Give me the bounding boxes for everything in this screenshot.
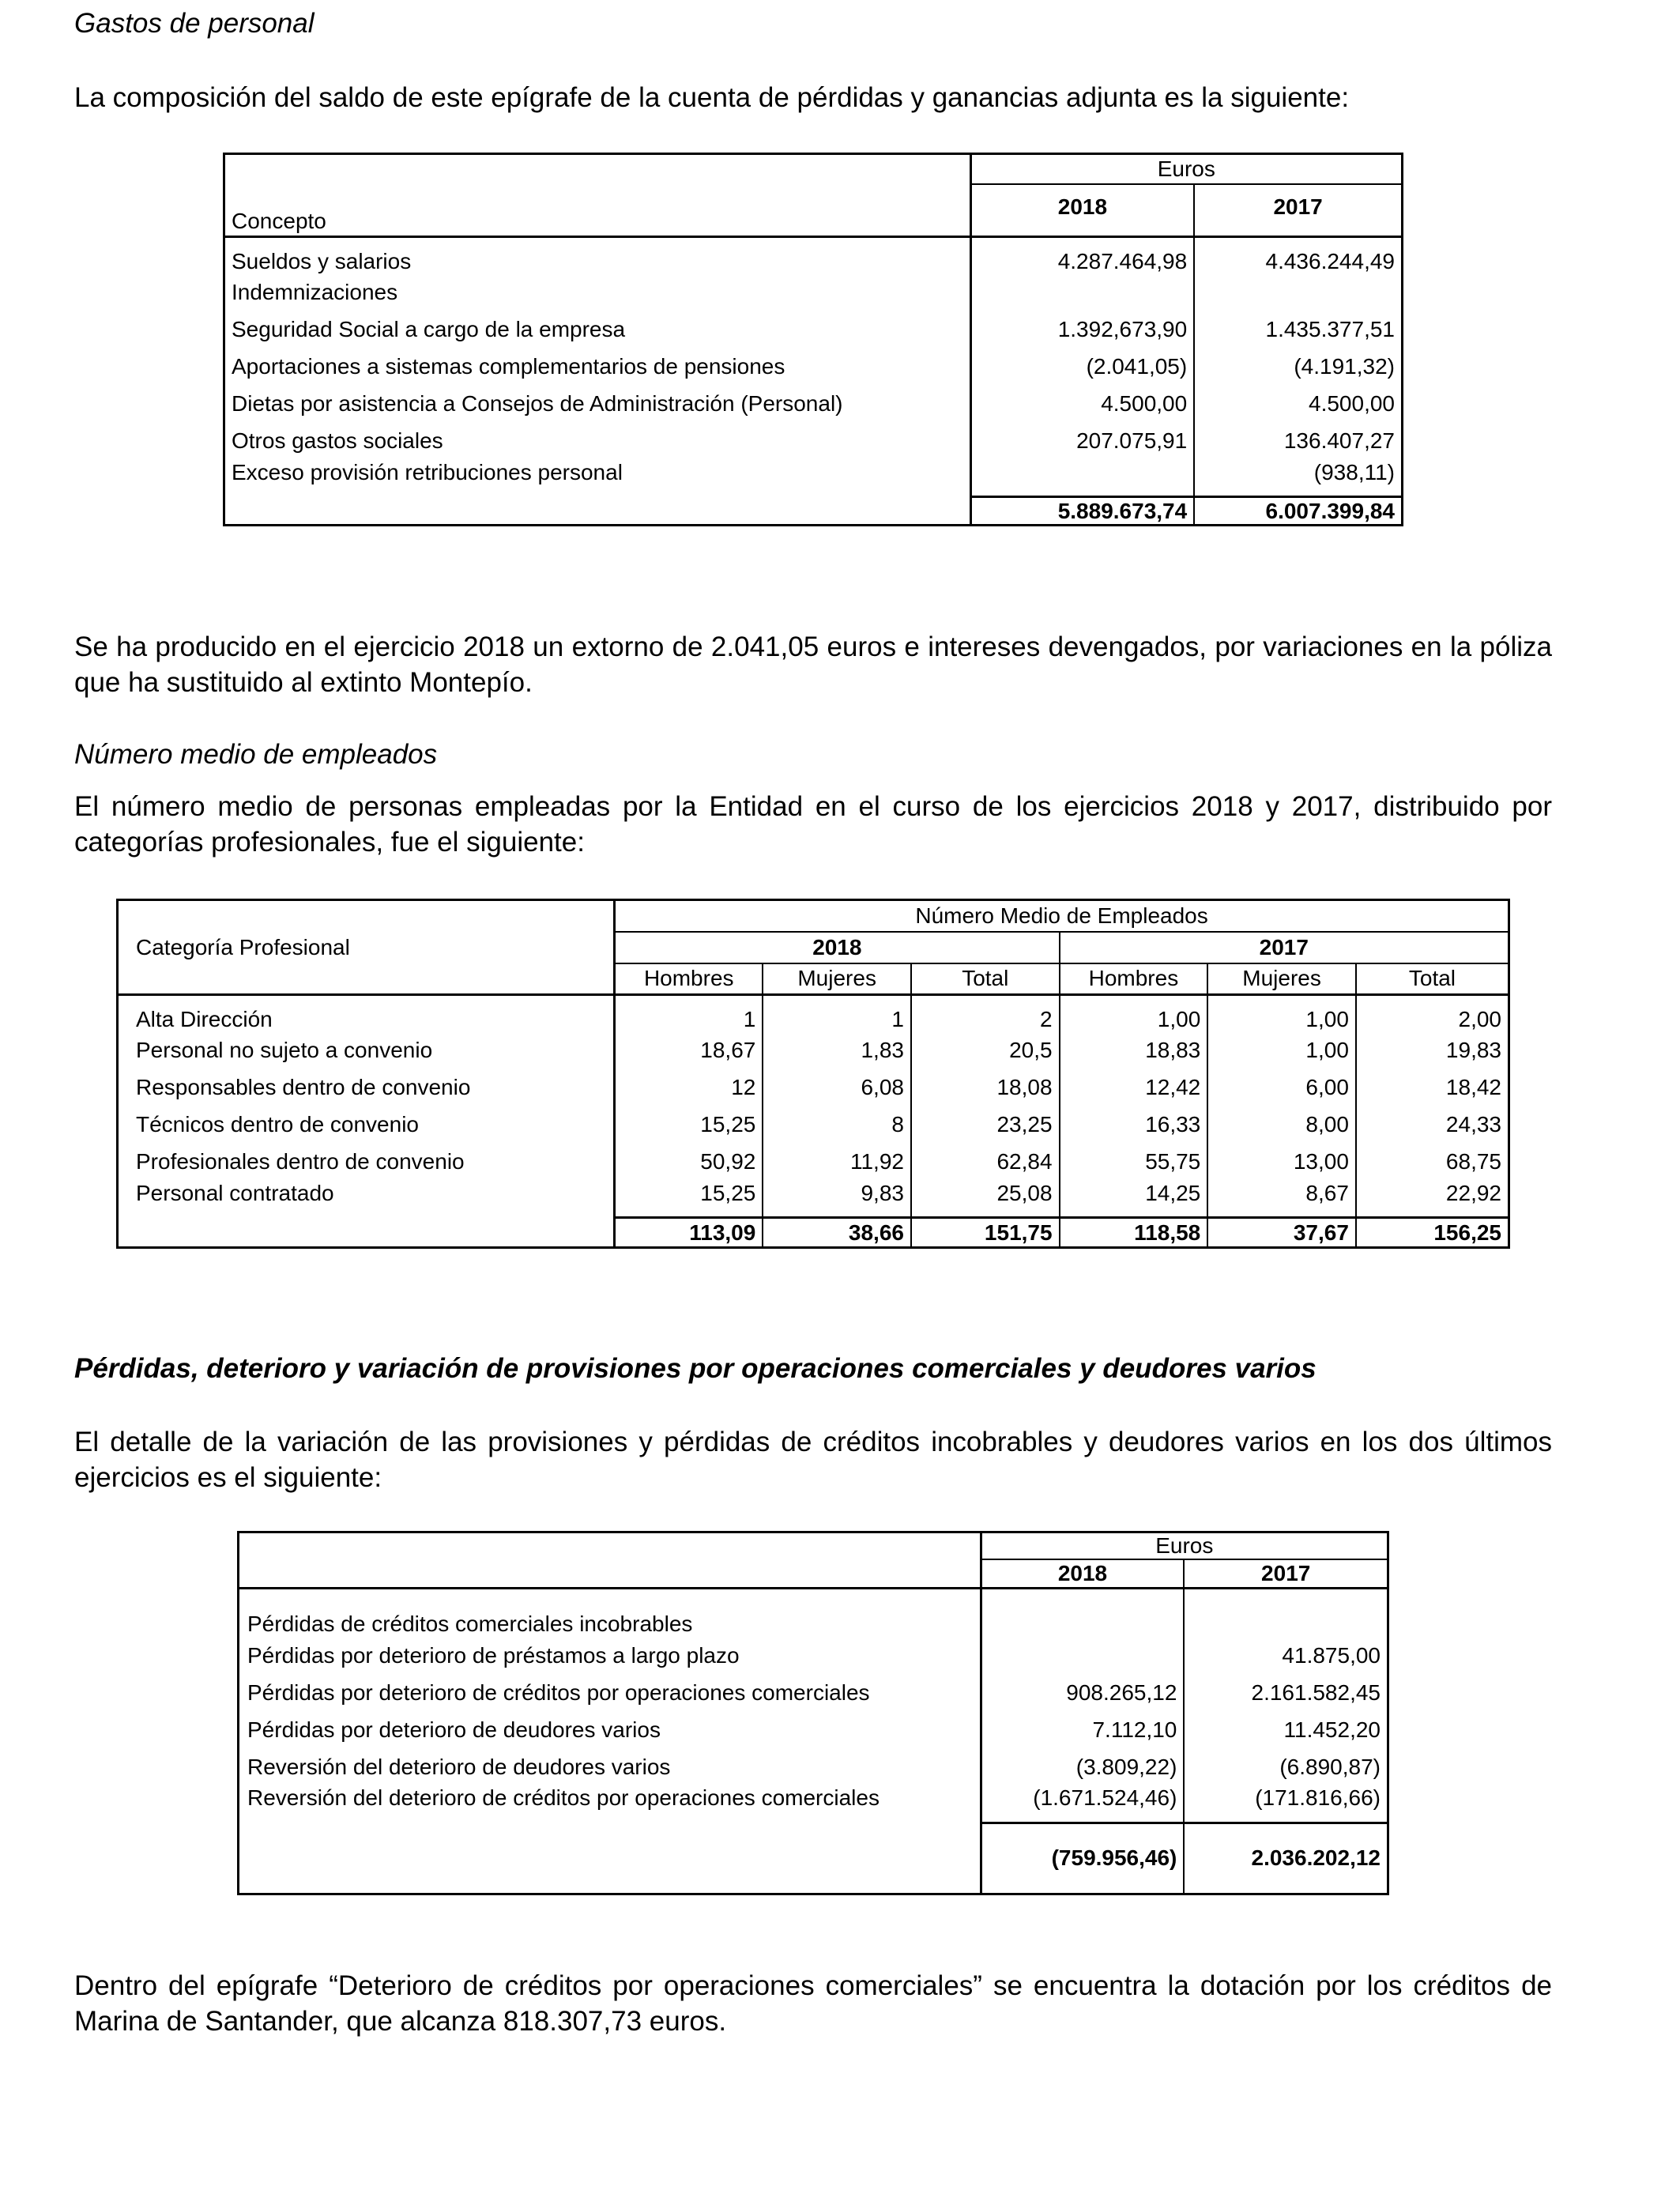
table-cell-2018 bbox=[981, 1637, 1184, 1674]
total-cell: 156,25 bbox=[1356, 1218, 1509, 1248]
year-header-2018: 2018 bbox=[981, 1559, 1184, 1588]
table-cell-2018 bbox=[970, 460, 1194, 497]
table-cell: 8,00 bbox=[1207, 1106, 1356, 1144]
subheader-hombres: Hombres bbox=[615, 963, 763, 995]
table-cell-2017 bbox=[1194, 274, 1402, 311]
total-cell: 37,67 bbox=[1207, 1218, 1356, 1248]
table-cell-2017: (4.191,32) bbox=[1194, 349, 1402, 386]
total-cell: 151,75 bbox=[911, 1218, 1060, 1248]
subheader-mujeres: Mujeres bbox=[1207, 963, 1356, 995]
table-cell: 8 bbox=[763, 1106, 911, 1144]
year-header-2018: 2018 bbox=[615, 932, 1060, 963]
table-row-label: Pérdidas por deterioro de deudores varios bbox=[239, 1711, 981, 1748]
table-cell: 16,33 bbox=[1060, 1106, 1208, 1144]
table-row-label: Sueldos y salarios bbox=[224, 237, 971, 274]
table-gastos-personal bbox=[223, 153, 1403, 526]
table-cell-2018: 1.392,673,90 bbox=[970, 311, 1194, 349]
table-row-label: Personal no sujeto a convenio bbox=[118, 1032, 615, 1069]
table-row-label: Reversión del deterioro de deudores varios bbox=[239, 1748, 981, 1785]
table-cell: 8,67 bbox=[1207, 1181, 1356, 1218]
table-cell-2017: 4.500,00 bbox=[1194, 386, 1402, 423]
table-cell: 6,00 bbox=[1207, 1069, 1356, 1106]
total-2018: 5.889.673,74 bbox=[970, 497, 1194, 526]
table-cell-2018: 7.112,10 bbox=[981, 1711, 1184, 1748]
total-cell: 38,66 bbox=[763, 1218, 911, 1248]
table-cell-2018: (2.041,05) bbox=[970, 349, 1194, 386]
year-header-2017: 2017 bbox=[1060, 932, 1509, 963]
table-row-label: Alta Dirección bbox=[118, 995, 615, 1032]
table-row-label: Dietas por asistencia a Consejos de Administración (Personal) bbox=[224, 386, 971, 423]
heading-numero-medio: Número medio de empleados bbox=[74, 739, 438, 770]
table-cell: 14,25 bbox=[1060, 1181, 1208, 1218]
table-cell: 2,00 bbox=[1356, 995, 1509, 1032]
table-row-label: Exceso provisión retribuciones personal bbox=[224, 460, 971, 497]
table-total-blank bbox=[224, 497, 971, 526]
note-extorno: Se ha producido en el ejercicio 2018 un extorno de 2.041,05 euros e intereses devengados, por variaciones en la póliza que ha sustituido al extinto Montepío. bbox=[74, 631, 1552, 698]
table-cell-2017: 136.407,27 bbox=[1194, 423, 1402, 460]
table-cell-2018: (3.809,22) bbox=[981, 1748, 1184, 1785]
heading-perdidas-deterioro: Pérdidas, deterioro y variación de provisiones por operaciones comerciales y deudores varios bbox=[74, 1353, 1317, 1384]
note-marina-santander: Dentro del epígrafe “Deterioro de créditos por operaciones comerciales” se encuentra la dotación por los créditos de Marina de Santander, que alcanza 818.307,73 euros. bbox=[74, 1970, 1552, 2037]
year-header-2018: 2018 bbox=[970, 184, 1194, 237]
table-cell: 25,08 bbox=[911, 1181, 1060, 1218]
table-cell: 68,75 bbox=[1356, 1144, 1509, 1181]
table-cell: 19,83 bbox=[1356, 1032, 1509, 1069]
table-cell: 55,75 bbox=[1060, 1144, 1208, 1181]
intro-perdidas-deterioro: El detalle de la variación de las provisiones y pérdidas de créditos incobrables y deudores varios en los dos últimos ejercicios es el siguiente: bbox=[74, 1427, 1552, 1493]
table-cell: 18,67 bbox=[615, 1032, 763, 1069]
table-cell-2017: (6.890,87) bbox=[1184, 1748, 1388, 1785]
category-header: Categoría Profesional bbox=[118, 900, 615, 995]
total-cell: 118,58 bbox=[1060, 1218, 1208, 1248]
table-cell: 13,00 bbox=[1207, 1144, 1356, 1181]
table-row-label: Reversión del deterioro de créditos por operaciones comerciales bbox=[239, 1785, 981, 1823]
table-cell: 18,83 bbox=[1060, 1032, 1208, 1069]
intro-numero-medio: El número medio de personas empleadas por la Entidad en el curso de los ejercicios 2018 y 2017, distribuido por categorías profesionales, fue el siguiente: bbox=[74, 791, 1552, 858]
subheader-total: Total bbox=[911, 963, 1060, 995]
total-2018: (759.956,46) bbox=[981, 1823, 1184, 1894]
table-total-blank bbox=[118, 1218, 615, 1248]
table-row-label: Seguridad Social a cargo de la empresa bbox=[224, 311, 971, 349]
table-cell-2017 bbox=[1184, 1588, 1388, 1637]
table-cell-2018 bbox=[970, 274, 1194, 311]
table-cell: 12,42 bbox=[1060, 1069, 1208, 1106]
table-cell-2017: 11.452,20 bbox=[1184, 1711, 1388, 1748]
table-cell-2017: 41.875,00 bbox=[1184, 1637, 1388, 1674]
table-cell: 9,83 bbox=[763, 1181, 911, 1218]
table-cell: 15,25 bbox=[615, 1181, 763, 1218]
table-cell: 11,92 bbox=[763, 1144, 911, 1181]
table-cell-2018: 4.500,00 bbox=[970, 386, 1194, 423]
table-cell-2018: 207.075,91 bbox=[970, 423, 1194, 460]
year-header-2017: 2017 bbox=[1194, 184, 1402, 237]
table-cell: 18,08 bbox=[911, 1069, 1060, 1106]
table-cell-2017: (171.816,66) bbox=[1184, 1785, 1388, 1823]
table-cell-2018: 4.287.464,98 bbox=[970, 237, 1194, 274]
table-cell-2018: 908.265,12 bbox=[981, 1674, 1184, 1711]
table-cell: 23,25 bbox=[911, 1106, 1060, 1144]
table-cell: 50,92 bbox=[615, 1144, 763, 1181]
table-empleados bbox=[116, 899, 1510, 1249]
table-cell: 18,42 bbox=[1356, 1069, 1509, 1106]
currency-header: Euros bbox=[981, 1532, 1388, 1560]
table-cell: 22,92 bbox=[1356, 1181, 1509, 1218]
table-row-label: Técnicos dentro de convenio bbox=[118, 1106, 615, 1144]
table-cell-2017: (938,11) bbox=[1194, 460, 1402, 497]
table-cell: 1,00 bbox=[1207, 995, 1356, 1032]
table-total-blank bbox=[239, 1823, 981, 1894]
table-row-label: Indemnizaciones bbox=[224, 274, 971, 311]
table-cell: 1 bbox=[763, 995, 911, 1032]
table-cell: 1,00 bbox=[1207, 1032, 1356, 1069]
table-cell: 12 bbox=[615, 1069, 763, 1106]
table-row-label: Otros gastos sociales bbox=[224, 423, 971, 460]
table-row-label: Personal contratado bbox=[118, 1181, 615, 1218]
table-row-label: Pérdidas por deterioro de préstamos a largo plazo bbox=[239, 1637, 981, 1674]
currency-header: Euros bbox=[970, 154, 1402, 184]
table-cell: 62,84 bbox=[911, 1144, 1060, 1181]
table-row-label: Pérdidas de créditos comerciales incobrables bbox=[239, 1588, 981, 1637]
total-2017: 2.036.202,12 bbox=[1184, 1823, 1388, 1894]
table-cell: 2 bbox=[911, 995, 1060, 1032]
table-cell: 6,08 bbox=[763, 1069, 911, 1106]
table-cell-2018 bbox=[981, 1588, 1184, 1637]
table-perdidas-deterioro bbox=[237, 1531, 1389, 1895]
total-cell: 113,09 bbox=[615, 1218, 763, 1248]
heading-gastos-personal: Gastos de personal bbox=[74, 8, 315, 39]
table-cell-2017: 4.436.244,49 bbox=[1194, 237, 1402, 274]
table-cell-2018: (1.671.524,46) bbox=[981, 1785, 1184, 1823]
intro-gastos-personal: La composición del saldo de este epígrafe de la cuenta de pérdidas y ganancias adjunta es la siguiente: bbox=[74, 82, 1350, 113]
subheader-total: Total bbox=[1356, 963, 1509, 995]
table-row-label: Aportaciones a sistemas complementarios de pensiones bbox=[224, 349, 971, 386]
table-cell: 15,25 bbox=[615, 1106, 763, 1144]
group-header: Número Medio de Empleados bbox=[615, 900, 1509, 932]
table-cell: 1,83 bbox=[763, 1032, 911, 1069]
concept-header: Concepto bbox=[224, 154, 971, 237]
table-cell: 1 bbox=[615, 995, 763, 1032]
table-cell: 20,5 bbox=[911, 1032, 1060, 1069]
table-cell: 1,00 bbox=[1060, 995, 1208, 1032]
table-cell-2017: 2.161.582,45 bbox=[1184, 1674, 1388, 1711]
subheader-hombres: Hombres bbox=[1060, 963, 1208, 995]
concept-header-blank bbox=[239, 1532, 981, 1589]
table-row-label: Responsables dentro de convenio bbox=[118, 1069, 615, 1106]
table-cell-2017: 1.435.377,51 bbox=[1194, 311, 1402, 349]
table-cell: 24,33 bbox=[1356, 1106, 1509, 1144]
table-row-label: Profesionales dentro de convenio bbox=[118, 1144, 615, 1181]
year-header-2017: 2017 bbox=[1184, 1559, 1388, 1588]
subheader-mujeres: Mujeres bbox=[763, 963, 911, 995]
total-2017: 6.007.399,84 bbox=[1194, 497, 1402, 526]
table-row-label: Pérdidas por deterioro de créditos por operaciones comerciales bbox=[239, 1674, 981, 1711]
